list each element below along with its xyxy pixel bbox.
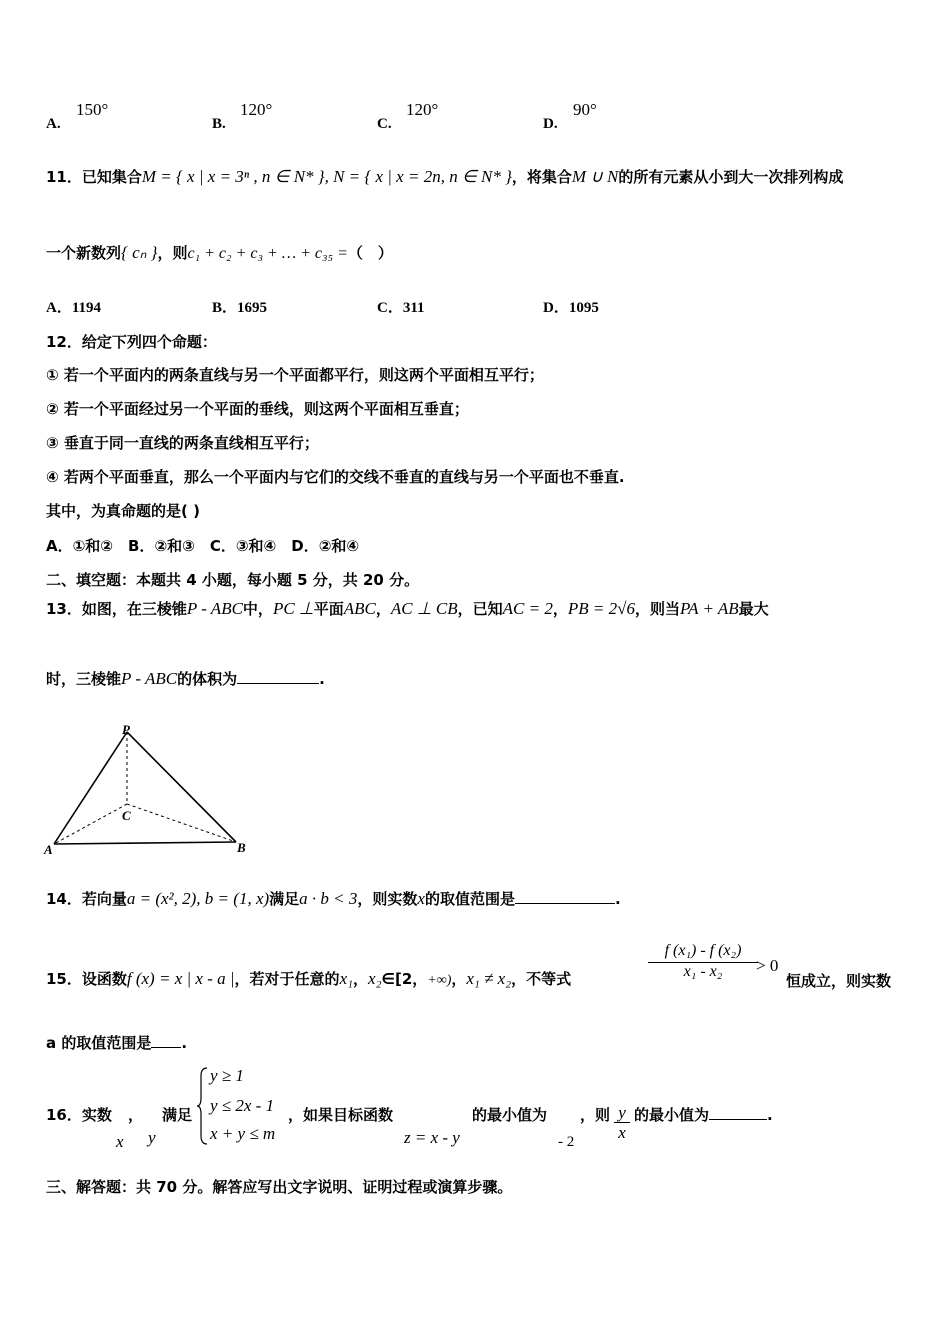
q11-paren: （ ） [347, 244, 393, 262]
section2-heading: 二、填空题：本题共 4 小题，每小题 5 分，共 20 分。 [46, 571, 420, 589]
q15-m4: +∞) [427, 973, 452, 988]
q16-frac-num: y [614, 1104, 630, 1123]
q13-t1: 13．如图，在三棱锥 [46, 600, 187, 618]
q13-m4: AC ⊥ CB [390, 599, 458, 618]
q11-sum: c₁ + c₂ + c₃ + … + c₃₅ = [187, 245, 348, 262]
q13-line1 [46, 598, 769, 619]
q13-l2m: P - ABC [121, 669, 178, 688]
q13-t2: 中， [242, 600, 273, 618]
q13-t3: 平面 [313, 600, 344, 618]
q15-t6: ，不等式 [511, 970, 572, 988]
q15-gt: > 0 [756, 956, 779, 975]
q15-line1 [46, 968, 571, 989]
q11-line2a: 一个新数列 [46, 244, 122, 262]
q15-numerator: f (x₁) - f (x₂) [648, 942, 758, 963]
q13-l2a: 时，三棱锥 [46, 670, 122, 688]
q16-t2: 满足 [162, 1106, 193, 1124]
q11-line2b: ，则 [157, 244, 188, 262]
q11-seq: { cₙ } [121, 243, 158, 262]
label-a: A [44, 842, 53, 857]
q13-m6: PB = 2√6 [567, 599, 635, 618]
q16-t7: . [767, 1106, 773, 1124]
q16-t1: 16．实数 [46, 1106, 112, 1124]
q16-neg: - 2 [558, 1134, 575, 1150]
label-b: B [237, 840, 246, 855]
q10-option-b-value: 120° [240, 100, 273, 119]
q16-x: x [116, 1132, 124, 1151]
q14-m2: a · b < 3 [299, 889, 358, 908]
q16-frac-den: x [618, 1123, 626, 1142]
q16-fraction [614, 1104, 630, 1143]
q15-m1: f (x) = x | x - a | [126, 969, 235, 988]
q16-brace [196, 1066, 210, 1146]
q15-line2 [46, 1032, 187, 1053]
q16-t3: ，如果目标函数 [288, 1106, 394, 1124]
q13-t5: ，已知 [457, 600, 503, 618]
q14-t2: 满足 [269, 890, 300, 908]
q11-set-n: , N = { x | x = 2n, n ∈ N* } [324, 167, 512, 186]
q12-title: 12．给定下列四个命题： [46, 333, 217, 351]
label-c: C [122, 808, 131, 823]
section3-heading: 三、解答题：共 70 分。解答应写出文字说明、证明过程或演算步骤。 [46, 1178, 513, 1196]
tetrahedron-figure [40, 720, 260, 860]
q13-l2b: 的体积为 [177, 670, 238, 688]
q10-option-a-value: 150° [76, 100, 109, 119]
q16-t4: 的最小值为 [472, 1106, 548, 1124]
edge-ab [54, 842, 236, 844]
q10-option-b-label: B. [212, 116, 226, 132]
q15-answer-blank[interactable] [151, 1047, 181, 1048]
q13-answer-blank[interactable] [237, 683, 319, 684]
q11-text2: 的所有元素从小到大一次排列构成 [618, 168, 844, 186]
q15-m3: x₂ [368, 969, 382, 988]
q16-y: y [148, 1128, 156, 1147]
q12-question: 其中，为真命题的是( ) [46, 502, 200, 520]
edge-pb [127, 732, 236, 842]
q13-l2c: . [319, 670, 325, 688]
q14-t4: 的取值范围是 [424, 890, 515, 908]
q13-m3: ABC [343, 599, 376, 618]
q15-denominator: x₁ - x₂ [683, 963, 723, 980]
q11-line2 [46, 242, 393, 263]
q15-fraction [648, 942, 758, 981]
q15-t4: ∈[2， [381, 970, 428, 988]
q16-z: z = x - y [404, 1128, 460, 1147]
q15-m5: x₁ ≠ x₂ [466, 969, 512, 988]
q14-answer-blank[interactable] [515, 903, 615, 904]
q14-m1: a = (x², 2), b = (1, x) [126, 889, 270, 908]
q16-t5: ，则 [580, 1106, 611, 1124]
q13-t8: 最大 [738, 600, 769, 618]
q12-item-3: ③ 垂直于同一直线的两条直线相互平行； [46, 434, 319, 452]
q15-m2: x₁ [339, 969, 354, 988]
q10-option-d-value: 90° [573, 100, 597, 119]
q13-t4: ， [375, 600, 391, 618]
q16-answer-blank[interactable] [709, 1119, 767, 1120]
q15-t7: 恒成立，则实数 [786, 972, 892, 990]
q16-tail [634, 1104, 773, 1125]
q15-l2end: . [181, 1034, 188, 1052]
q13-line2 [46, 668, 325, 689]
edge-ca [54, 804, 127, 844]
q14-t5: . [614, 890, 621, 908]
q10-option-c-label: C. [377, 116, 392, 132]
q16-constraint-1: y ≥ 1 [210, 1066, 244, 1085]
q11-option-c: C．311 [377, 300, 425, 316]
q12-item-4: ④ 若两个平面垂直，那么一个平面内与它们的交线不垂直的直线与另一个平面也不垂直. [46, 468, 625, 486]
q15-t2: ，若对于任意的 [234, 970, 340, 988]
q11-option-d: D．1095 [543, 300, 599, 316]
q14-line [46, 888, 621, 909]
q13-t6: ， [552, 600, 568, 618]
label-p: P [122, 722, 130, 737]
q14-t3: ，则实数 [357, 890, 418, 908]
q14-m3: x [417, 889, 425, 908]
q10-option-d-label: D. [543, 116, 558, 132]
q15-t1: 15．设函数 [46, 970, 127, 988]
edge-cb [127, 804, 236, 842]
q15-t3: ， [353, 970, 369, 988]
q13-m1: P - ABC [186, 599, 243, 618]
q16-t6: 的最小值为 [634, 1106, 710, 1124]
q12-item-1: ① 若一个平面内的两条直线与另一个平面都平行，则这两个平面相互平行； [46, 366, 544, 384]
q14-t1: 14．若向量 [46, 890, 127, 908]
q11-option-a: A．1194 [46, 300, 102, 316]
q12-options: A．①和② B．②和③ C．③和④ D．②和④ [46, 537, 360, 555]
q11-set-m: M = { x | x = 3ⁿ , n ∈ N* } [141, 167, 325, 186]
q11-number: 11．已知集合 [46, 168, 142, 186]
edge-pa [54, 732, 127, 844]
q13-m2: PC ⊥ [272, 599, 314, 618]
q13-t7: ，则当 [634, 600, 680, 618]
q11-text1: ，将集合 [511, 168, 572, 186]
q11-option-b: B．1695 [212, 300, 268, 316]
q10-option-c-value: 120° [406, 100, 439, 119]
q15-l2: a 的取值范围是 [46, 1034, 152, 1052]
q11-union: M ∪ N [571, 167, 619, 186]
q15-t5: ， [451, 970, 467, 988]
q10-option-a-label: A. [46, 116, 61, 132]
q11-line1 [46, 166, 843, 187]
q16-constraint-3: x + y ≤ m [210, 1124, 276, 1143]
q16-comma: ， [128, 1106, 144, 1124]
q13-m5: AC = 2 [502, 599, 553, 618]
q13-m7: PA + AB [679, 599, 739, 618]
q12-item-2: ② 若一个平面经过另一个平面的垂线，则这两个平面相互垂直； [46, 400, 469, 418]
q16-constraint-2: y ≤ 2x - 1 [210, 1096, 275, 1115]
